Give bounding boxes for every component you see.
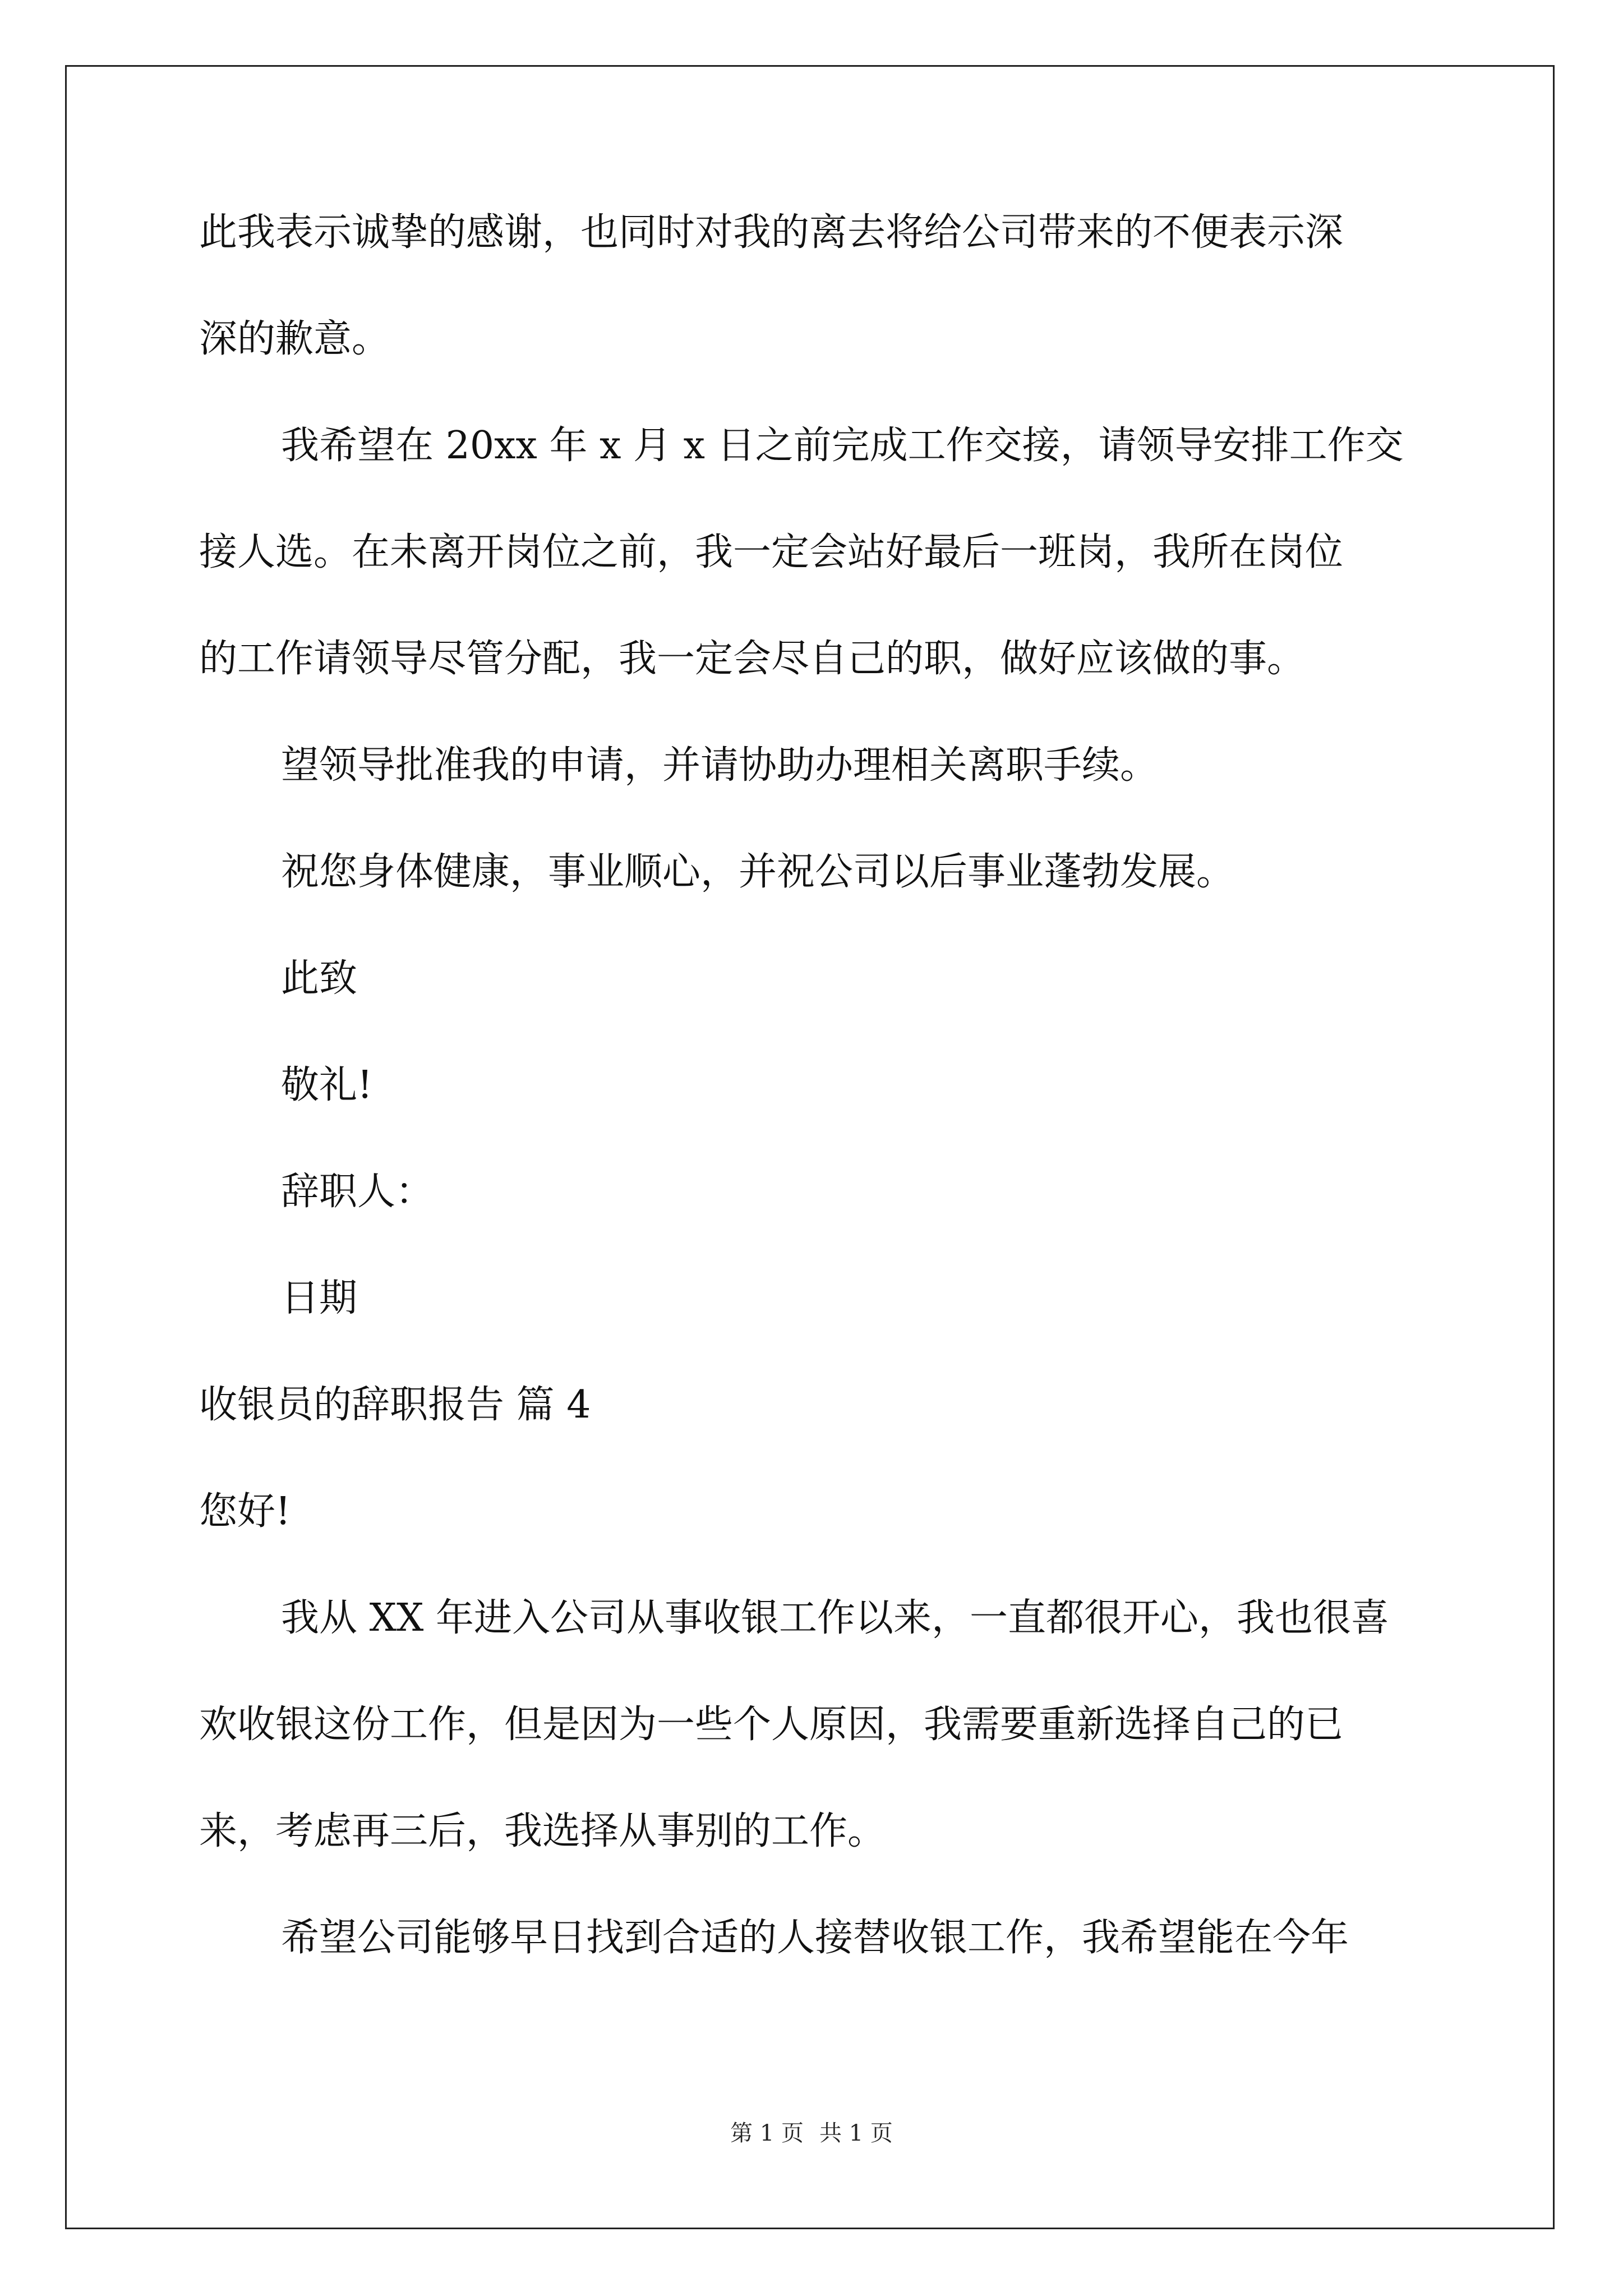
text-line: 希望公司能够早日找到合适的人接替收银工作，我希望能在今年 [281, 1916, 1349, 1960]
closing-regards: 敬礼! [281, 1063, 373, 1107]
text-line: 接人选。在未离开岗位之前，我一定会站好最后一班岗，我所在岗位 [199, 530, 1344, 574]
text-line: 我从 XX 年进入公司从事收银工作以来，一直都很开心，我也很喜 [281, 1596, 1390, 1640]
signature-label: 辞职人： [281, 1170, 434, 1214]
text-line: 深的歉意。 [199, 317, 390, 361]
date-label: 日期 [281, 1276, 358, 1320]
text-line: 祝您身体健康，事业顺心，并祝公司以后事业蓬勃发展。 [281, 850, 1235, 894]
greeting: 您好! [199, 1489, 291, 1534]
text-line: 的工作请领导尽管分配，我一定会尽自己的职，做好应该做的事。 [199, 637, 1306, 681]
text-line: 欢收银这份工作，但是因为一些个人原因，我需要重新选择自己的已 [199, 1703, 1344, 1747]
page-number-current: 第 1 页 [730, 2120, 804, 2146]
closing-salutation: 此致 [281, 956, 358, 1001]
text-line: 望领导批准我的申请，并请协助办理相关离职手续。 [281, 743, 1159, 788]
section-heading: 收银员的辞职报告 篇 4 [199, 1383, 591, 1427]
text-line: 来，考虑再三后，我选择从事别的工作。 [199, 1809, 886, 1853]
page-number-total: 共 1 页 [819, 2120, 893, 2146]
page-border [65, 65, 1555, 2229]
page-footer [0, 2119, 1623, 2147]
text-line: 我希望在 20xx 年 x 月 x 日之前完成工作交接，请领导安排工作交 [281, 424, 1404, 468]
text-line: 此我表示诚挚的感谢，也同时对我的离去将给公司带来的不便表示深 [199, 210, 1344, 255]
